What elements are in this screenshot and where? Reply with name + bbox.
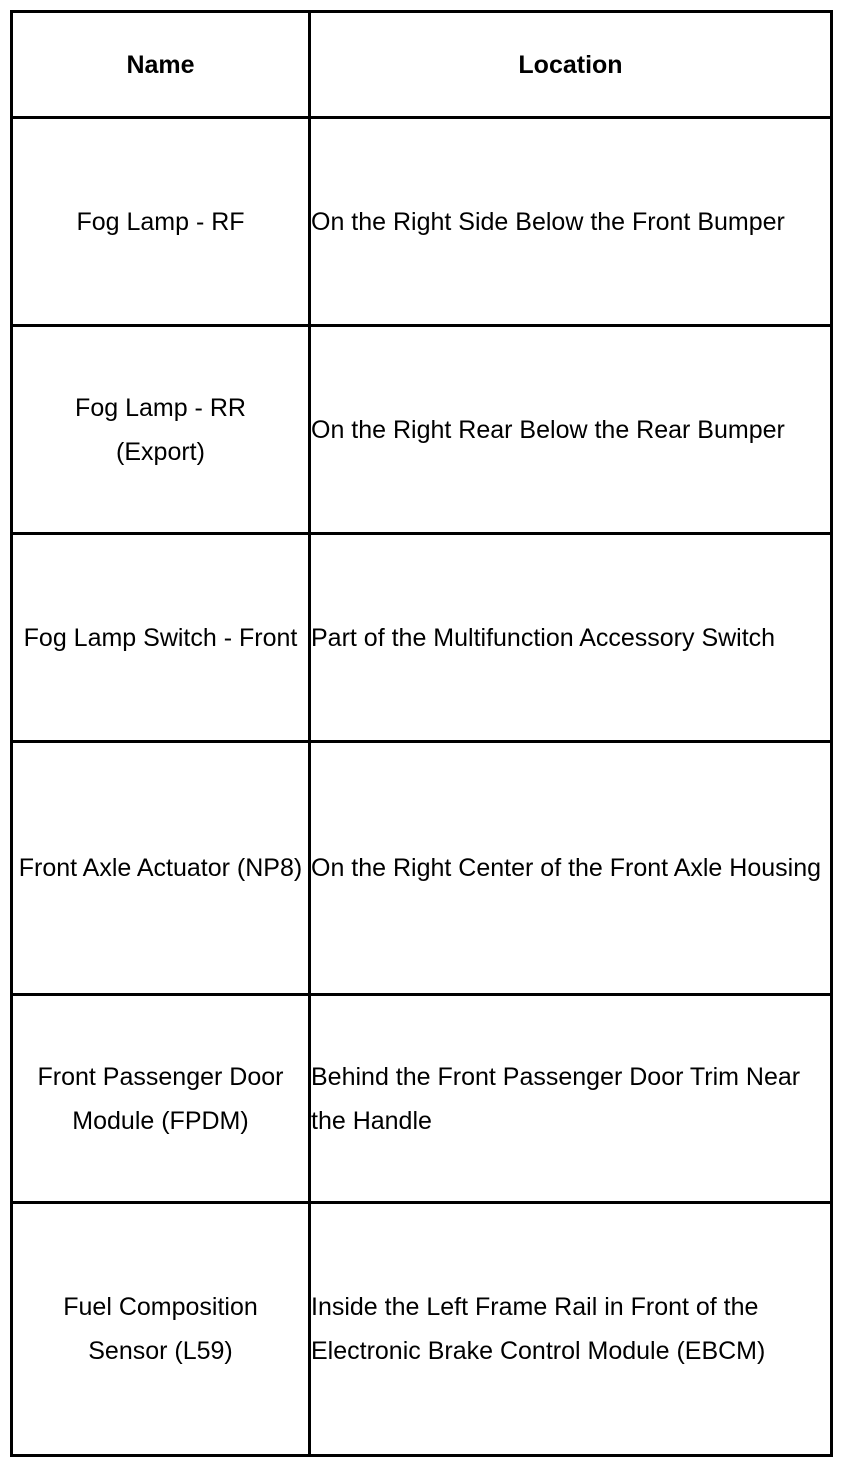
table-row (12, 326, 832, 534)
header-location: Location (310, 12, 832, 118)
component-location-cell (310, 742, 832, 995)
component-name-cell (12, 995, 310, 1203)
component-name-cell (12, 534, 310, 742)
component-name-cell (12, 742, 310, 995)
component-location-cell (310, 534, 832, 742)
component-location-cell (310, 326, 832, 534)
component-name: Fuel Composition Sensor (L59) (63, 1293, 258, 1365)
component-name-cell (12, 118, 310, 326)
table-row (12, 1203, 832, 1456)
header-name: Name (12, 12, 310, 118)
component-name: Fog Lamp Switch - Front (23, 623, 298, 652)
component-name: Fog Lamp - RF (76, 207, 245, 236)
component-location: Part of the Multifunction Accessory Switch (311, 623, 776, 652)
table-row (12, 534, 832, 742)
table-row (12, 118, 832, 326)
component-location-table (10, 10, 833, 1457)
table-header-row (12, 12, 832, 118)
component-name: Front Axle Actuator (NP8) (18, 854, 303, 882)
component-name: Fog Lamp - RR (Export) (75, 393, 246, 466)
component-location: On the Right Side Below the Front Bumper (311, 207, 785, 236)
component-name: Front Passenger Door Module (FPDM) (37, 1062, 284, 1135)
component-location: Inside the Left Frame Rail in Front of the Electronic Brake Control Module (EBCM) (311, 1293, 766, 1365)
component-name-cell (12, 1203, 310, 1456)
component-location-cell (310, 995, 832, 1203)
table-row (12, 742, 832, 995)
table-row (12, 995, 832, 1203)
component-location-cell (310, 118, 832, 326)
component-location: On the Right Rear Below the Rear Bumper (311, 415, 785, 444)
component-location: Behind the Front Passenger Door Trim Near the Handle (311, 1062, 801, 1135)
component-name-cell (12, 326, 310, 534)
component-location-cell (310, 1203, 832, 1456)
component-location: On the Right Center of the Front Axle Housing (311, 854, 821, 882)
